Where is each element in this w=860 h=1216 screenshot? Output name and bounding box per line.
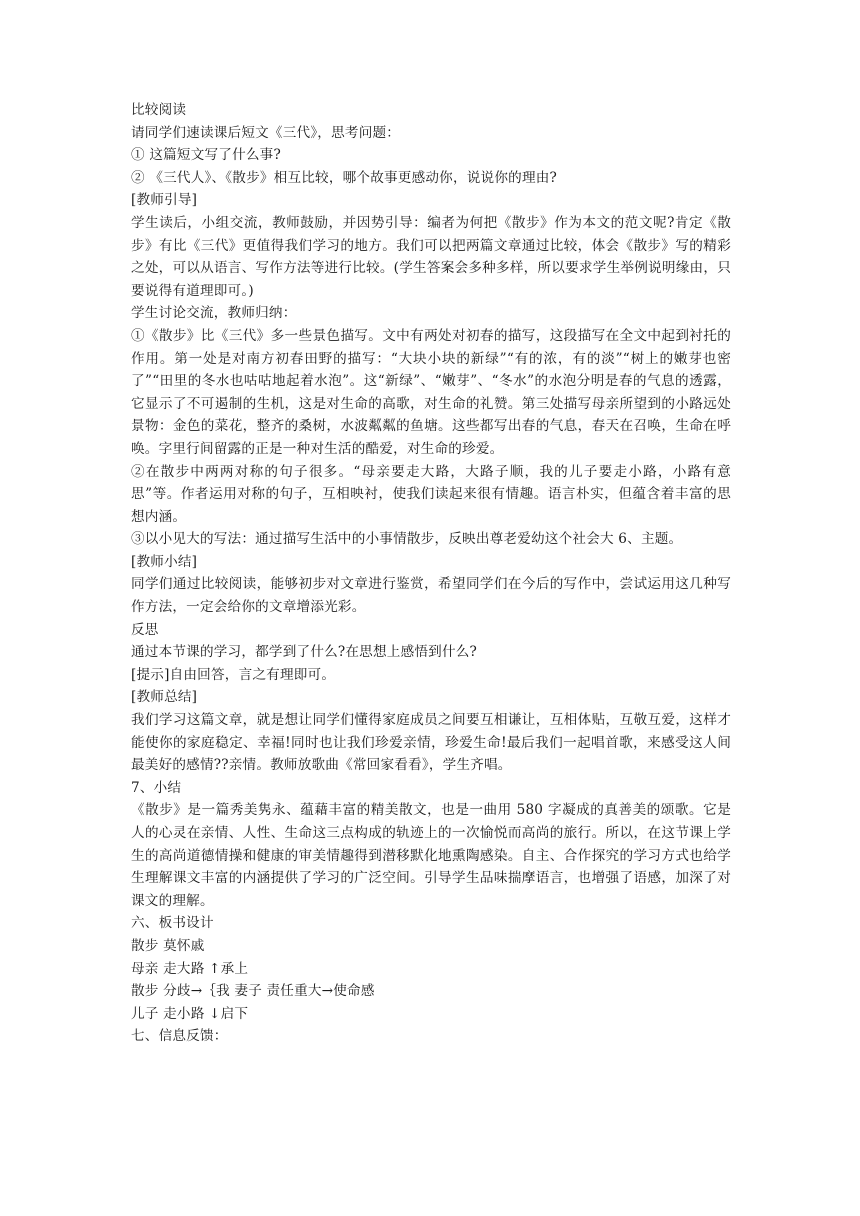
- label-teacher-conclusion: [教师总结]: [131, 689, 198, 706]
- reflection-question: 通过本节课的学习，都学到了什么?在思想上感悟到什么?: [131, 644, 478, 661]
- question-2: ② 《三代人》、《散步》相互比较，哪个故事更感动你，说说你的理由?: [131, 169, 558, 186]
- heading-reflection: 反思: [131, 621, 159, 638]
- label-teacher-summary: [教师小结]: [131, 553, 198, 570]
- discussion-intro: 学生讨论交流，教师归纳：: [131, 305, 297, 322]
- conclusion-paragraph: 我们学习这篇文章，就是想让同学们懂得家庭成员之间要互相谦让，互相体贴，互敬互爱，这样才能使你的家庭稳定、幸福!同时也让我们珍爱亲情，珍爱生命!最后我们一起唱首歌，来感受这人间最美好的感情??亲情。教师放歌曲《常回家看看》，学生齐唱。: [131, 712, 731, 774]
- section-7-paragraph: 《散步》是一篇秀美隽永、蕴藉丰富的精美散文，也是一曲用 580 字凝成的真善美的颂歌。它是人的心灵在亲情、人性、生命这三点构成的轨迹上的一次愉悦而高尚的旅行。所以，在这节课上学生的高尚道德情操和健康的审美情趣得到潜移默化地熏陶感染。自主、合作探究的学习方式也给学生理解课文丰富的内涵提供了学习的广泛空间。引导学生品味揣摩语言，也增强了语感，加深了对课文的理解。: [131, 802, 731, 909]
- reflection-hint: [提示]自由回答，言之有理即可。: [131, 666, 336, 683]
- point-2-paragraph: ②在散步中两两对称的句子很多。“母亲要走大路，大路子顺，我的儿子要走小路，小路有意思”等。作者运用对称的句子，互相映衬，使我们读起来很有情趣。语言朴实，但蕴含着丰富的思想内涵。: [131, 463, 731, 525]
- point-1-paragraph: ①《散步》比《三代》多一些景色描写。文中有两处对初春的描写，这段描写在全文中起到衬托的作用。第一处是对南方初春田野的描写：“大块小块的新绿”“有的浓，有的淡”“树上的嫩芽也密了”“田里的冬水也咕咕地起着水泡”。这“新绿”、“嫩芽”、“冬水”的水泡分明是春的气息的透露，它显示了不可遏制的生机，这是对生命的高歌，对生命的礼赞。第三处描写母亲所望到的小路远处景物：金色的菜花，整齐的桑树，水波粼粼的鱼塘。这些都写出春的气息，春天在召唤，生命在呼唤。字里行间留露的正是一种对生活的酷爱，对生命的珍爱。: [131, 327, 731, 457]
- document-page: [131, 99, 731, 1048]
- heading-board-design: 六、板书设计: [131, 915, 214, 932]
- guide-paragraph: 学生读后，小组交流，教师鼓励，并因势引导：编者为何把《散步》作为本文的范文呢?肯定《散步》有比《三代》更值得我们学习的地方。我们可以把两篇文章通过比较，体会《散步》写的精彩之处，可以从语言、写作方法等进行比较。(学生答案会多种多样，所以要求学生举例说明缘由，只要说得有道理即可。): [131, 214, 731, 299]
- board-line-walk: 散步 分歧→｛我 妻子 责任重大→使命感: [131, 983, 375, 1000]
- point-3-paragraph: ③以小见大的写法：通过描写生活中的小事情散步，反映出尊老爱幼这个社会大 6、主题。: [131, 531, 683, 548]
- board-line-mother: 母亲 走大路 ↑承上: [131, 960, 249, 977]
- question-1: ① 这篇短文写了什么事?: [131, 147, 281, 164]
- heading-section-7: 7、小结: [131, 779, 182, 796]
- board-line-title: 散步 莫怀戚: [131, 937, 205, 954]
- board-line-son: 儿子 走小路 ↓启下: [131, 1005, 249, 1022]
- heading-feedback: 七、信息反馈：: [131, 1028, 228, 1045]
- instruction-paragraph: 请同学们速读课后短文《三代》，思考问题：: [131, 124, 401, 141]
- label-teacher-guide: [教师引导]: [131, 192, 198, 209]
- summary-paragraph: 同学们通过比较阅读，能够初步对文章进行鉴赏，希望同学们在今后的写作中，尝试运用这几种写作方法，一定会给你的文章增添光彩。: [131, 576, 731, 616]
- heading-comparative-reading: 比较阅读: [131, 102, 187, 118]
